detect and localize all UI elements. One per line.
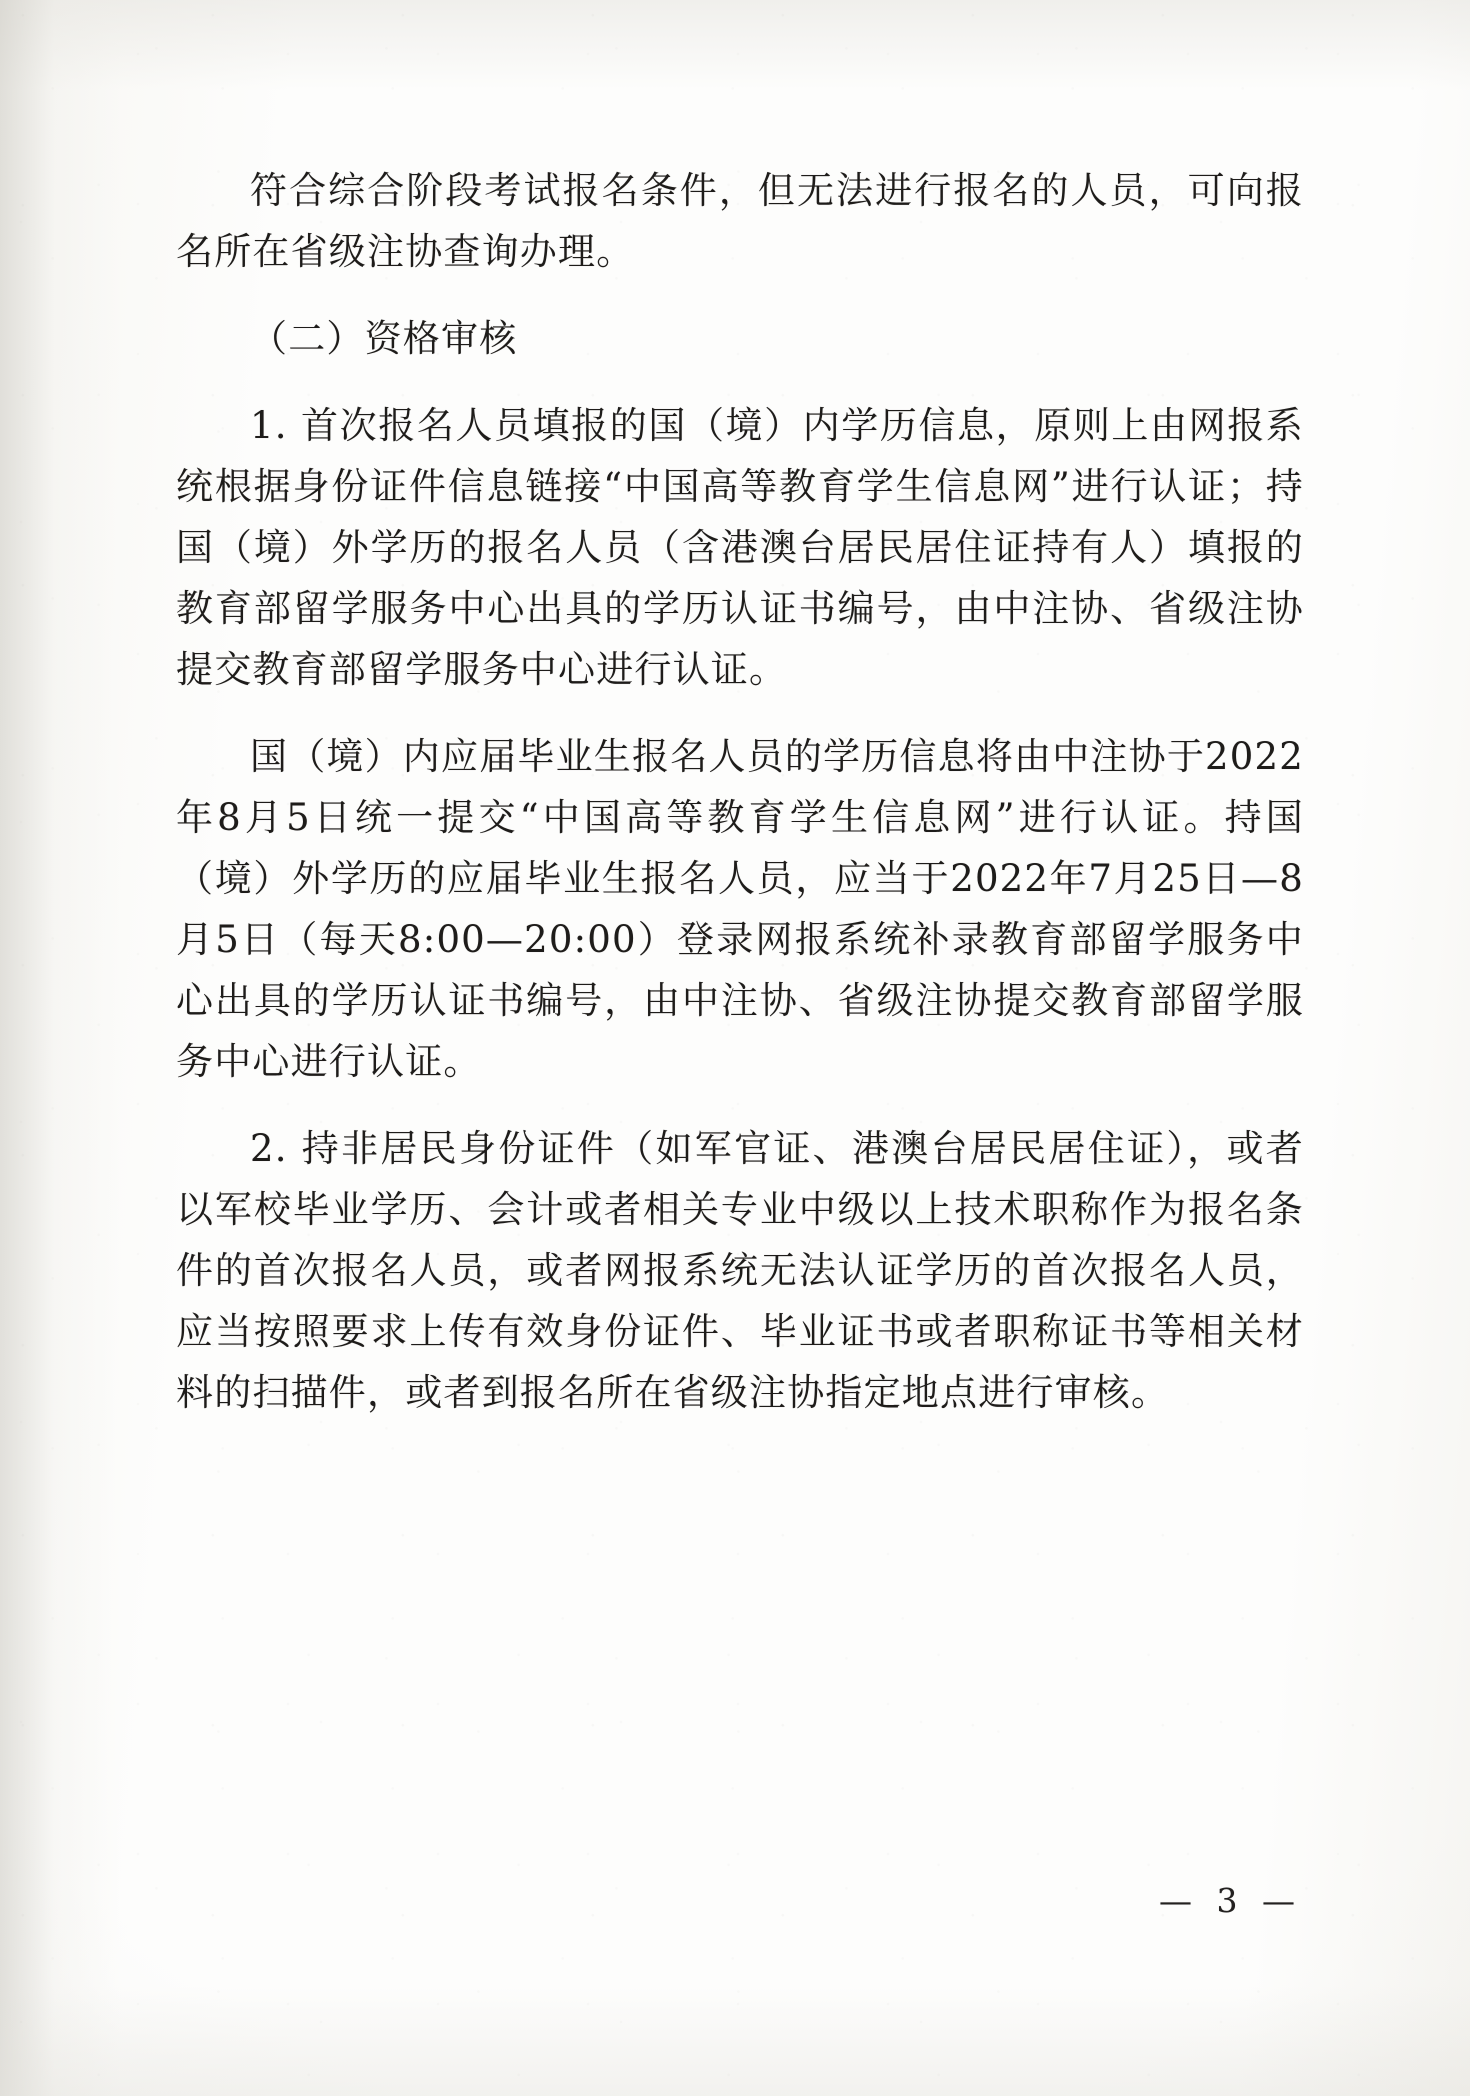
document-body	[176, 160, 1304, 1437]
section-heading-qualification-review: （二）资格审核	[250, 317, 518, 360]
page-number-footer: — 3 —	[1159, 1881, 1302, 1920]
paragraph-continuation-registration-conditions: 符合综合阶段考试报名条件，但无法进行报名的人员，可向报名所在省级注协查询办理。	[176, 169, 1304, 273]
scan-edge-shadow-bottom	[0, 1986, 1470, 2096]
paragraph-item-2-non-resident-id: 2. 持非居民身份证件（如军官证、港澳台居民居住证），或者以军校毕业学历、会计或者相关专业中级以上技术职称作为报名条件的首次报名人员，或者网报系统无法认证学历的首次报名人员，应当按照要求上传有效身份证件、毕业证书或者职称证书等相关材料的扫描件，或者到报名所在省级注协指定地点进行审核。	[176, 1127, 1304, 1414]
scan-edge-shadow-top	[0, 0, 1470, 90]
scan-edge-shadow-left	[0, 0, 120, 2096]
paragraph-item-1-education-verification: 1. 首次报名人员填报的国（境）内学历信息，原则上由网报系统根据身份证件信息链接“中国高等教育学生信息网”进行认证；持国（境）外学历的报名人员（含港澳台居民居住证持有人）填报的教育部留学服务中心出具的学历认证书编号，由中注协、省级注协提交教育部留学服务中心进行认证。	[176, 404, 1304, 691]
paragraph-fresh-graduates-verification: 国（境）内应届毕业生报名人员的学历信息将由中注协于2022年8月5日统一提交“中国高等教育学生信息网”进行认证。持国（境）外学历的应届毕业生报名人员，应当于2022年7月25日—8月5日（每天8:00—20:00）登录网报系统补录教育部留学服务中心出具的学历认证书编号，由中注协、省级注协提交教育部留学服务中心进行认证。	[176, 735, 1304, 1083]
